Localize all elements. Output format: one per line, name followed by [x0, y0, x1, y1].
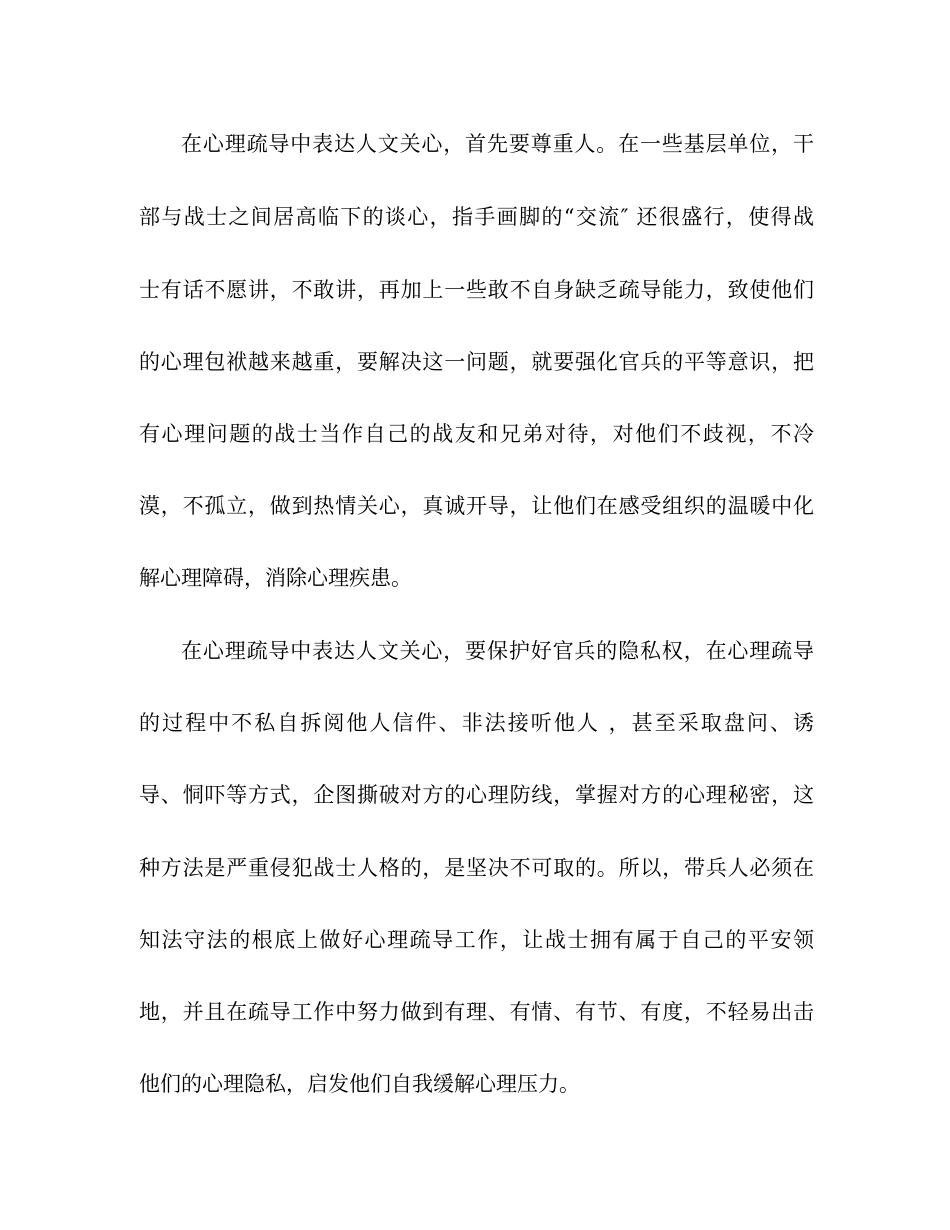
paragraph-line: 有心理问题的战士当作自己的战友和兄弟对待，对他们不歧视，不冷 — [139, 422, 814, 446]
paragraph-line: 他们的心理隐私，启发他们自我缓解心理压力。 — [139, 1072, 580, 1096]
paragraph-line: 解心理障碍，消除心理疾患。 — [139, 566, 412, 590]
paragraph-line: 种方法是严重侵犯战士人格的，是坚决不可取的。所以，带兵人必须在 — [139, 856, 814, 880]
paragraph-line: 在心理疏导中表达人文关心，要保护好官兵的隐私权，在心理疏导 — [181, 639, 814, 663]
paragraph-line: 地，并且在疏导工作中努力做到有理、有情、有节、有度，不轻易出击 — [139, 1000, 814, 1024]
paragraph-line: 知法守法的根底上做好心理疏导工作，让战士拥有属于自己的平安领 — [139, 928, 814, 952]
paragraph-line: 部与战士之间居高临下的谈心，指手画脚的“交流″ 还很盛行，使得战 — [139, 205, 814, 229]
paragraph-line: 的过程中不私自拆阅他人信件、非法接听他人 ，甚至采取盘问、诱 — [139, 711, 814, 735]
paragraph-line: 漠，不孤立，做到热情关心，真诚开导，让他们在感受组织的温暖中化 — [139, 494, 814, 518]
paragraph-line: 在心理疏导中表达人文关心，首先要尊重人。在一些基层单位，干 — [181, 132, 814, 156]
paragraph-line: 的心理包袱越来越重，要解决这一问题，就要强化官兵的平等意识，把 — [139, 350, 814, 374]
paragraph-line: 士有话不愿讲，不敢讲，再加上一些敢不自身缺乏疏导能力，致使他们 — [139, 278, 814, 302]
paragraph-line: 导、恫吓等方式，企图撕破对方的心理防线，掌握对方的心理秘密，这 — [139, 783, 814, 807]
